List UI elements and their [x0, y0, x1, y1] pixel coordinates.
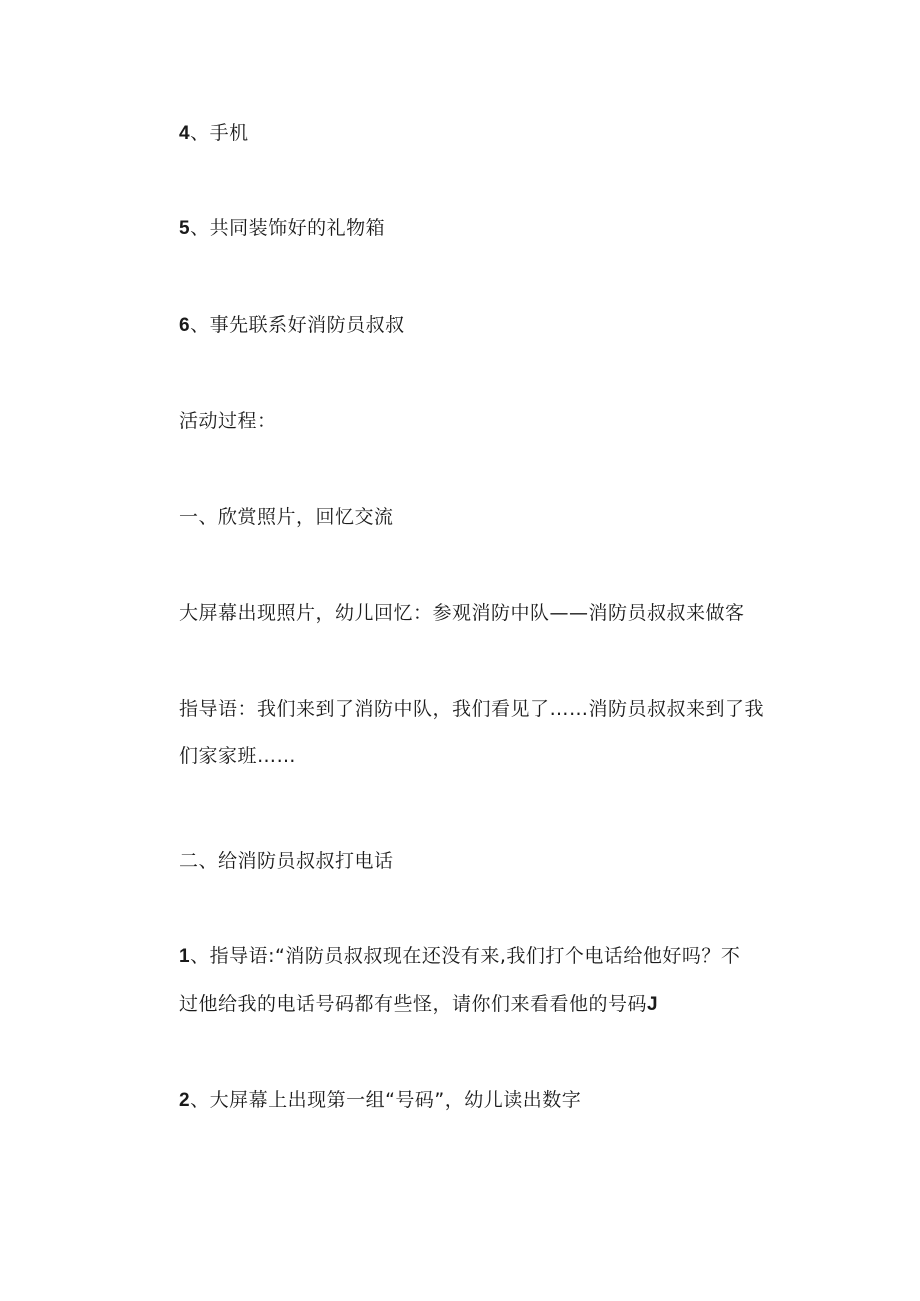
- item-text: 、事先联系好消防员叔叔: [190, 314, 405, 336]
- step-2: [179, 1088, 581, 1113]
- list-item-5: [179, 216, 385, 241]
- item-text: 、共同装饰好的礼物箱: [190, 217, 386, 239]
- section-2-title: 二、给消防员叔叔打电话: [179, 850, 394, 872]
- step-number: 1: [179, 946, 191, 967]
- step-number: 2: [179, 1090, 191, 1111]
- section-1-paragraph-2-line-2: 们家家班……: [179, 745, 297, 767]
- item-number: 6: [179, 315, 191, 336]
- step-text: 过他给我的电话号码都有些怪，请你们来看看他的号码: [179, 993, 648, 1015]
- item-number: 5: [179, 218, 191, 239]
- item-number: 4: [179, 123, 191, 144]
- section-1-paragraph-1: 大屏幕出现照片，幼儿回忆：参观消防中队——消防员叔叔来做客: [179, 602, 745, 624]
- section-1-paragraph-2-line-1: 指导语：我们来到了消防中队，我们看见了……消防员叔叔来到了我: [179, 698, 765, 720]
- item-text: 、手机: [190, 122, 249, 144]
- step-trail-char: J: [647, 994, 659, 1015]
- step-1-line-1: [179, 944, 740, 969]
- list-item-6: [179, 313, 405, 338]
- step-text: 、指导语:“消防员叔叔现在还没有来,我们打个电话给他好吗？不: [190, 945, 741, 967]
- step-text: 、大屏幕上出现第一组“号码”，幼儿读出数字: [190, 1089, 582, 1111]
- list-item-4: [179, 121, 249, 146]
- process-heading: 活动过程：: [179, 410, 277, 432]
- step-1-line-2: [179, 992, 658, 1017]
- section-1-title: 一、欣赏照片，回忆交流: [179, 506, 394, 528]
